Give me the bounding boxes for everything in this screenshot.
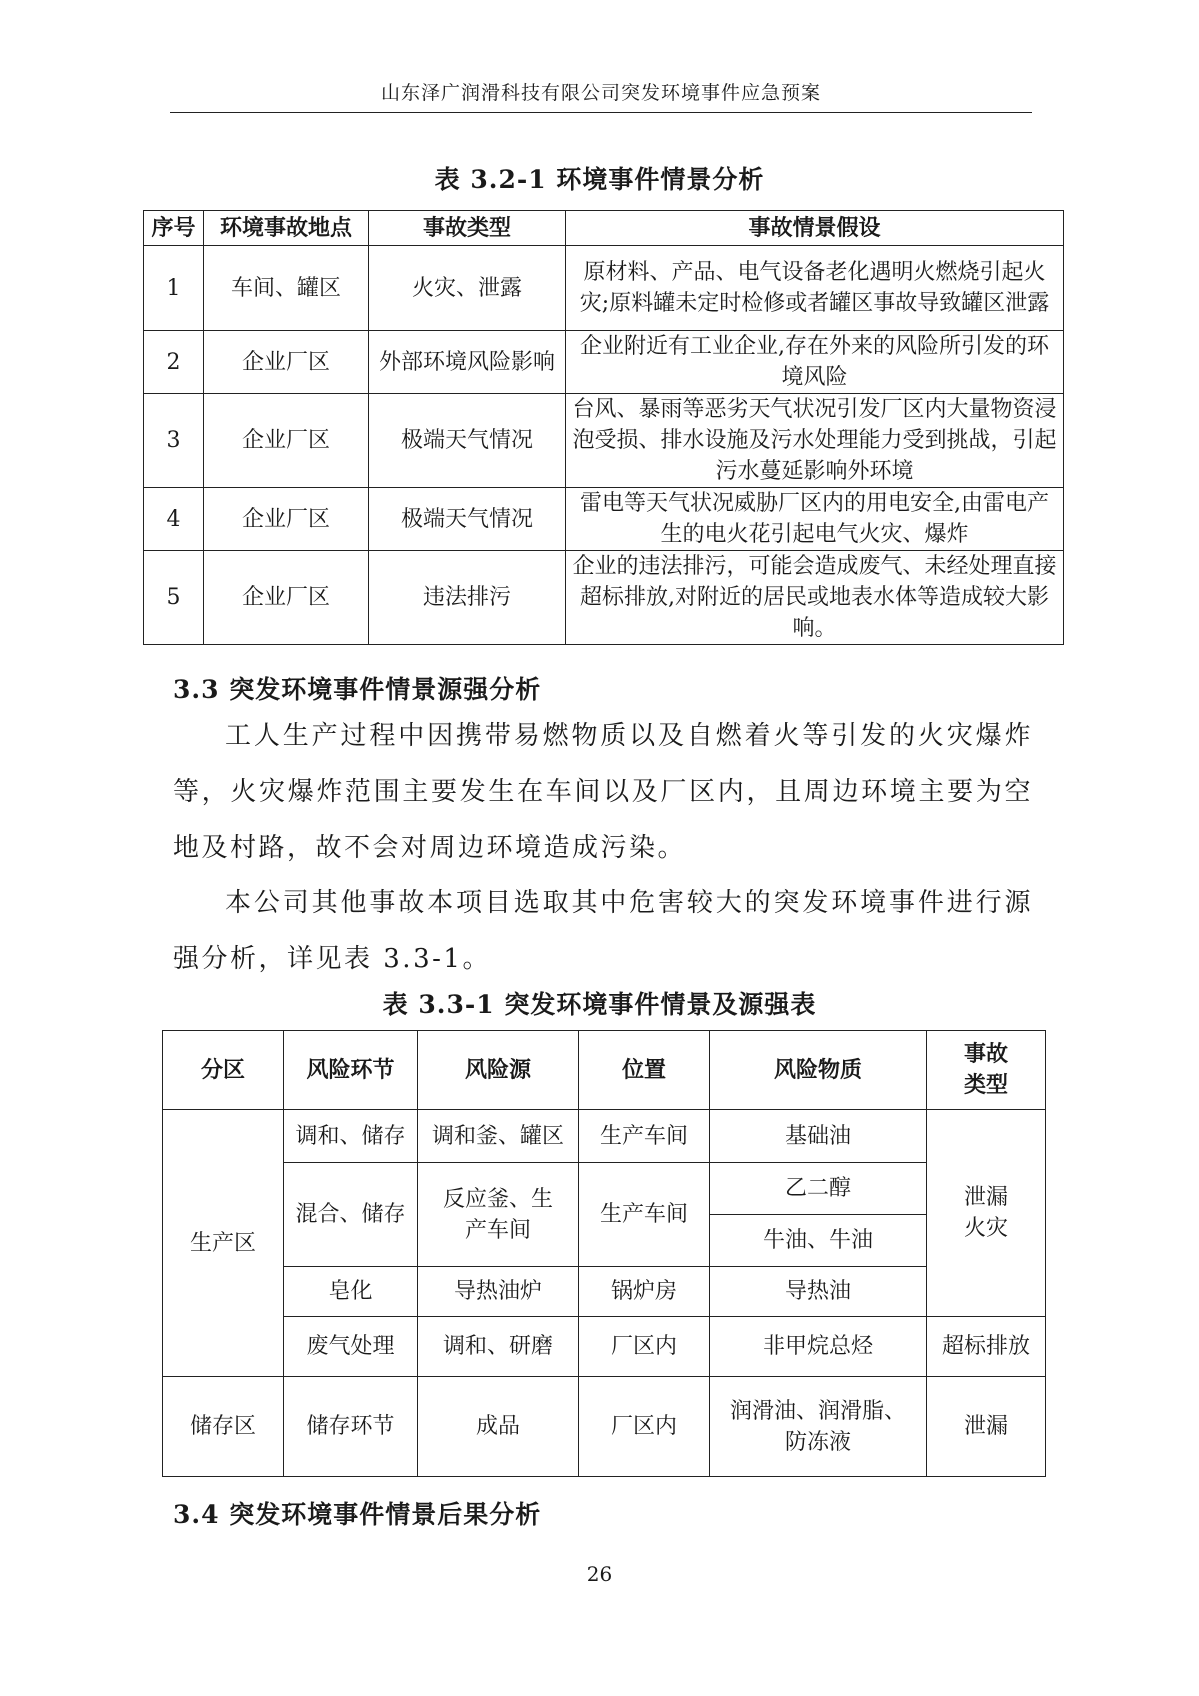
table-cell: 原材料、产品、电气设备老化遇明火燃烧引起火灾;原料罐未定时检修或者罐区事故导致罐区泄露 [566, 246, 1064, 331]
column-header: 位置 [579, 1031, 710, 1110]
table-cell: 火灾、泄露 [369, 246, 566, 331]
column-header: 环境事故地点 [204, 211, 369, 246]
table-cell: 调和、储存 [284, 1110, 418, 1163]
section-3-3-heading: 3.3 突发环境事件情景源强分析 [173, 675, 542, 704]
table-cell: 5 [144, 551, 204, 645]
accident-type-cell: 泄漏火灾 [927, 1110, 1046, 1317]
table-cell: 皂化 [284, 1267, 418, 1317]
paragraph: 工人生产过程中因携带易燃物质以及自燃着火等引发的火灾爆炸等，火灾爆炸范围主要发生在车间以及厂区内，且周边环境主要为空地及村路，故不会对周边环境造成污染。 [173, 721, 1033, 863]
table1-caption: 表 3.2-1 环境事件情景分析 [434, 165, 765, 194]
table-row [144, 246, 1064, 331]
table-cell: 导热油炉 [418, 1267, 579, 1317]
table-cell: 非甲烷总烃 [710, 1317, 927, 1377]
table-cell: 极端天气情况 [369, 394, 566, 488]
scenario-analysis-table [143, 210, 1064, 645]
table-cell: 润滑油、润滑脂、防冻液 [710, 1377, 927, 1477]
table-row [163, 1317, 1046, 1377]
zone-cell: 生产区 [163, 1110, 284, 1377]
table-cell: 生产车间 [579, 1110, 710, 1163]
column-header: 分区 [163, 1031, 284, 1110]
table-cell: 企业附近有工业企业,存在外来的风险所引发的环境风险 [566, 331, 1064, 394]
table-cell: 1 [144, 246, 204, 331]
table-cell: 台风、暴雨等恶劣天气状况引发厂区内大量物资浸泡受损、排水设施及污水处理能力受到挑战，引起污水蔓延影响外环境 [566, 394, 1064, 488]
table-cell: 企业厂区 [204, 394, 369, 488]
table-cell: 反应釜、生产车间 [418, 1163, 579, 1267]
column-header: 序号 [144, 211, 204, 246]
table-cell: 雷电等天气状况威胁厂区内的用电安全,由雷电产生的电火花引起电气火灾、爆炸 [566, 488, 1064, 551]
header-divider [170, 112, 1032, 113]
table-cell: 违法排污 [369, 551, 566, 645]
table-header-row [163, 1031, 1046, 1110]
column-header: 事故类型 [927, 1031, 1046, 1110]
page-number: 26 [586, 1562, 613, 1586]
column-header: 事故类型 [369, 211, 566, 246]
table-cell: 极端天气情况 [369, 488, 566, 551]
table-cell: 生产车间 [579, 1163, 710, 1267]
table-cell: 混合、储存 [284, 1163, 418, 1267]
document-header: 山东泽广润滑科技有限公司突发环境事件应急预案 [380, 82, 821, 104]
table-cell: 调和、研磨 [418, 1317, 579, 1377]
table-cell: 成品 [418, 1377, 579, 1477]
table-cell: 企业的违法排污，可能会造成废气、未经处理直接超标排放,对附近的居民或地表水体等造成较大影响。 [566, 551, 1064, 645]
table-cell: 基础油 [710, 1110, 927, 1163]
table-cell: 厂区内 [579, 1377, 710, 1477]
table-cell: 泄漏 [927, 1377, 1046, 1477]
column-header: 风险源 [418, 1031, 579, 1110]
column-header: 事故情景假设 [566, 211, 1064, 246]
table-cell: 乙二醇 [710, 1163, 927, 1215]
table-row [144, 488, 1064, 551]
table-cell: 2 [144, 331, 204, 394]
column-header: 风险环节 [284, 1031, 418, 1110]
table-row [144, 331, 1064, 394]
table-cell: 外部环境风险影响 [369, 331, 566, 394]
paragraph: 本公司其他事故本项目选取其中危害较大的突发环境事件进行源强分析，详见表 3.3-1。 [173, 888, 1033, 974]
table-cell: 储存环节 [284, 1377, 418, 1477]
source-intensity-table [162, 1030, 1046, 1477]
table-cell: 企业厂区 [204, 331, 369, 394]
table-cell: 超标排放 [927, 1317, 1046, 1377]
table-row [163, 1267, 1046, 1317]
table-row [163, 1110, 1046, 1163]
table-cell: 调和釜、罐区 [418, 1110, 579, 1163]
table-cell: 4 [144, 488, 204, 551]
table-row [163, 1377, 1046, 1477]
table-cell: 导热油 [710, 1267, 927, 1317]
table-cell: 车间、罐区 [204, 246, 369, 331]
table-cell: 废气处理 [284, 1317, 418, 1377]
zone-cell: 储存区 [163, 1377, 284, 1477]
column-header: 风险物质 [710, 1031, 927, 1110]
section-3-4-heading: 3.4 突发环境事件情景后果分析 [173, 1500, 542, 1529]
table-cell: 3 [144, 394, 204, 488]
table-row [144, 551, 1064, 645]
table-row [163, 1163, 1046, 1215]
table2-caption: 表 3.3-1 突发环境事件情景及源强表 [382, 990, 817, 1019]
table-cell: 企业厂区 [204, 551, 369, 645]
table-header-row [144, 211, 1064, 246]
table-cell: 厂区内 [579, 1317, 710, 1377]
table-cell: 企业厂区 [204, 488, 369, 551]
table-cell: 牛油、牛油 [710, 1215, 927, 1267]
table-row [144, 394, 1064, 488]
table-cell: 锅炉房 [579, 1267, 710, 1317]
